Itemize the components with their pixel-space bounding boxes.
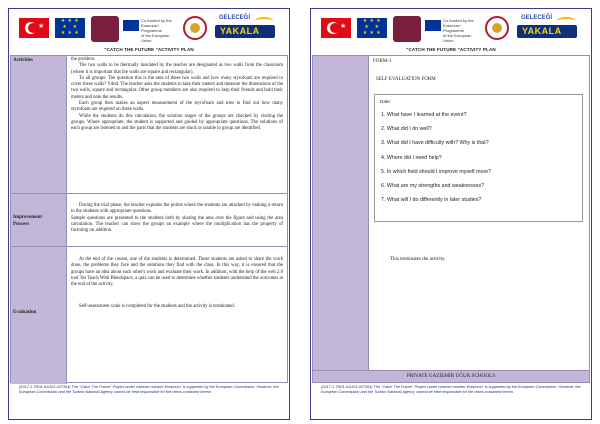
form-name: SELF EVALUATION FORM [376,77,436,82]
question-item: 6. What are my strengths and weaknesses? [381,182,485,189]
question-item: 2. What did I do well? [381,126,432,133]
question-list [381,112,578,211]
school-logo-icon [393,16,421,42]
logo-strip [321,14,581,44]
table-row-activities [11,56,287,194]
project-logo: GELECEĞİ YAKALA [215,14,277,42]
school-logo-icon [91,16,119,42]
school-name-band: PRIVATE GAZİEMİR UĞUR SCHOOLS [313,370,589,382]
seal-logo-icon [183,16,207,40]
question-item: 5. In which field should I improve myself more? [381,168,492,175]
document-page-left [8,8,290,420]
table-row-evaluation [11,247,287,384]
eu-flag-icon: ★ ★ ★ ★ ★ ★ ★ ★ [55,18,85,38]
question-item: 7. What will I do differently in later studies? [381,197,482,204]
erasmus-cofunded-logo: Co-funded by the Erasmus+ Programme of the European Union [123,16,177,42]
form-code: FORM-1 [373,59,392,64]
self-evaluation-form [312,55,590,383]
row-label-activities: Activities [11,56,67,193]
plan-title: "CATCH THE FUTURE "ACTIVITY PLAN [104,47,194,52]
terminate-text: This terminates the activity. [390,257,446,262]
footer-disclaimer: (2017-1-TR01-KA101-037364) The "Catch The Future" Project under contract number Erasmus+ is supported by the European Commission. However, the European Commission and the Turkish National Agency cannot be held responsible for the views contained herein. [19,385,279,395]
project-logo: GELECEĞİ YAKALA [517,14,579,42]
questions-box [374,94,583,222]
evaluation-text: At the end of the course, one of the students is determined. These students are asked to share the work done, the problems they face and the solutions they find with the class. In this way, it is ensured that the groups have an idea about each other's work and evaluate their work. In addition, with the help of the web 2.0 tool Tes Teach With Blendspace, a quiz can be used to determine whether students understand the outcomes at the end of the activity. Self-assessment scale is completed for the students and the activity is terminated. [71,257,283,310]
turkey-flag-icon: ★ [321,18,351,38]
row-label-evaluation: Evaluation [11,247,67,384]
form-side-band [313,56,369,382]
seal-logo-icon [485,16,509,40]
table-row-improvement [11,194,287,247]
date-field-label: Date: [380,99,391,104]
form-main [370,56,589,382]
question-item: 1. What have I learned at the event? [381,112,467,118]
question-item: 4. Where did I need help? [381,154,442,161]
activities-text: the problem. The two walls to be thermally insulated by the teacher are designated as two walls from the classroom (where it is important that the walls are square and rectangular). To all groups: The question this is the area of these two walls and how many styrofoam are required to cover these walls? Ydnd. The teacher asks the students to take their meters and measure the dimensions of the two walls, square and rectangular. Other group members are also required to help their friends and hold their meters and note the results. Each group then makes an aspect measurement of the styrofoam and tries to find out how many styrofoam are required on these walls. While the students do this calculation, the solution stages of the groups are checked by visiting the groups. Where appropriate, the student is supported and guided by appropriate questions. The solutions of each group are listened to and the parts that the students are stuck or unable to group are identified. [71,57,283,132]
eu-flag-icon: ★ ★ ★ ★ ★ ★ ★ ★ [357,18,387,38]
document-page-right [310,8,592,420]
question-item: 3. What did I have difficulty with? Why is that? [381,140,489,147]
logo-strip [19,14,279,44]
activity-plan-table [10,55,288,383]
turkey-flag-icon: ★ [19,18,49,38]
erasmus-cofunded-logo: Co-funded by the Erasmus+ Programme of the European Union [425,16,479,42]
improvement-text: During the trial phase, the teacher explains the points where the students are attached by making a return to the students with appropriate questions. Sample questions are presented to the students both by sharing the area over the figure and using the area calculation. The teacher can show the groups an example where the multiplication has the property of factoring on addition. [71,203,283,234]
row-label-improvement: Improvement Process [11,194,67,246]
footer-disclaimer: (2017-1-TR01-KA101-037364) The "Catch The Future" Project under contract number Erasmus+ is supported by the European Commission. However, the European Commission and the Turkish National Agency cannot be held responsible for the views contained herein. [321,385,581,395]
plan-title: "CATCH THE FUTURE "ACTIVITY PLAN [406,47,496,52]
